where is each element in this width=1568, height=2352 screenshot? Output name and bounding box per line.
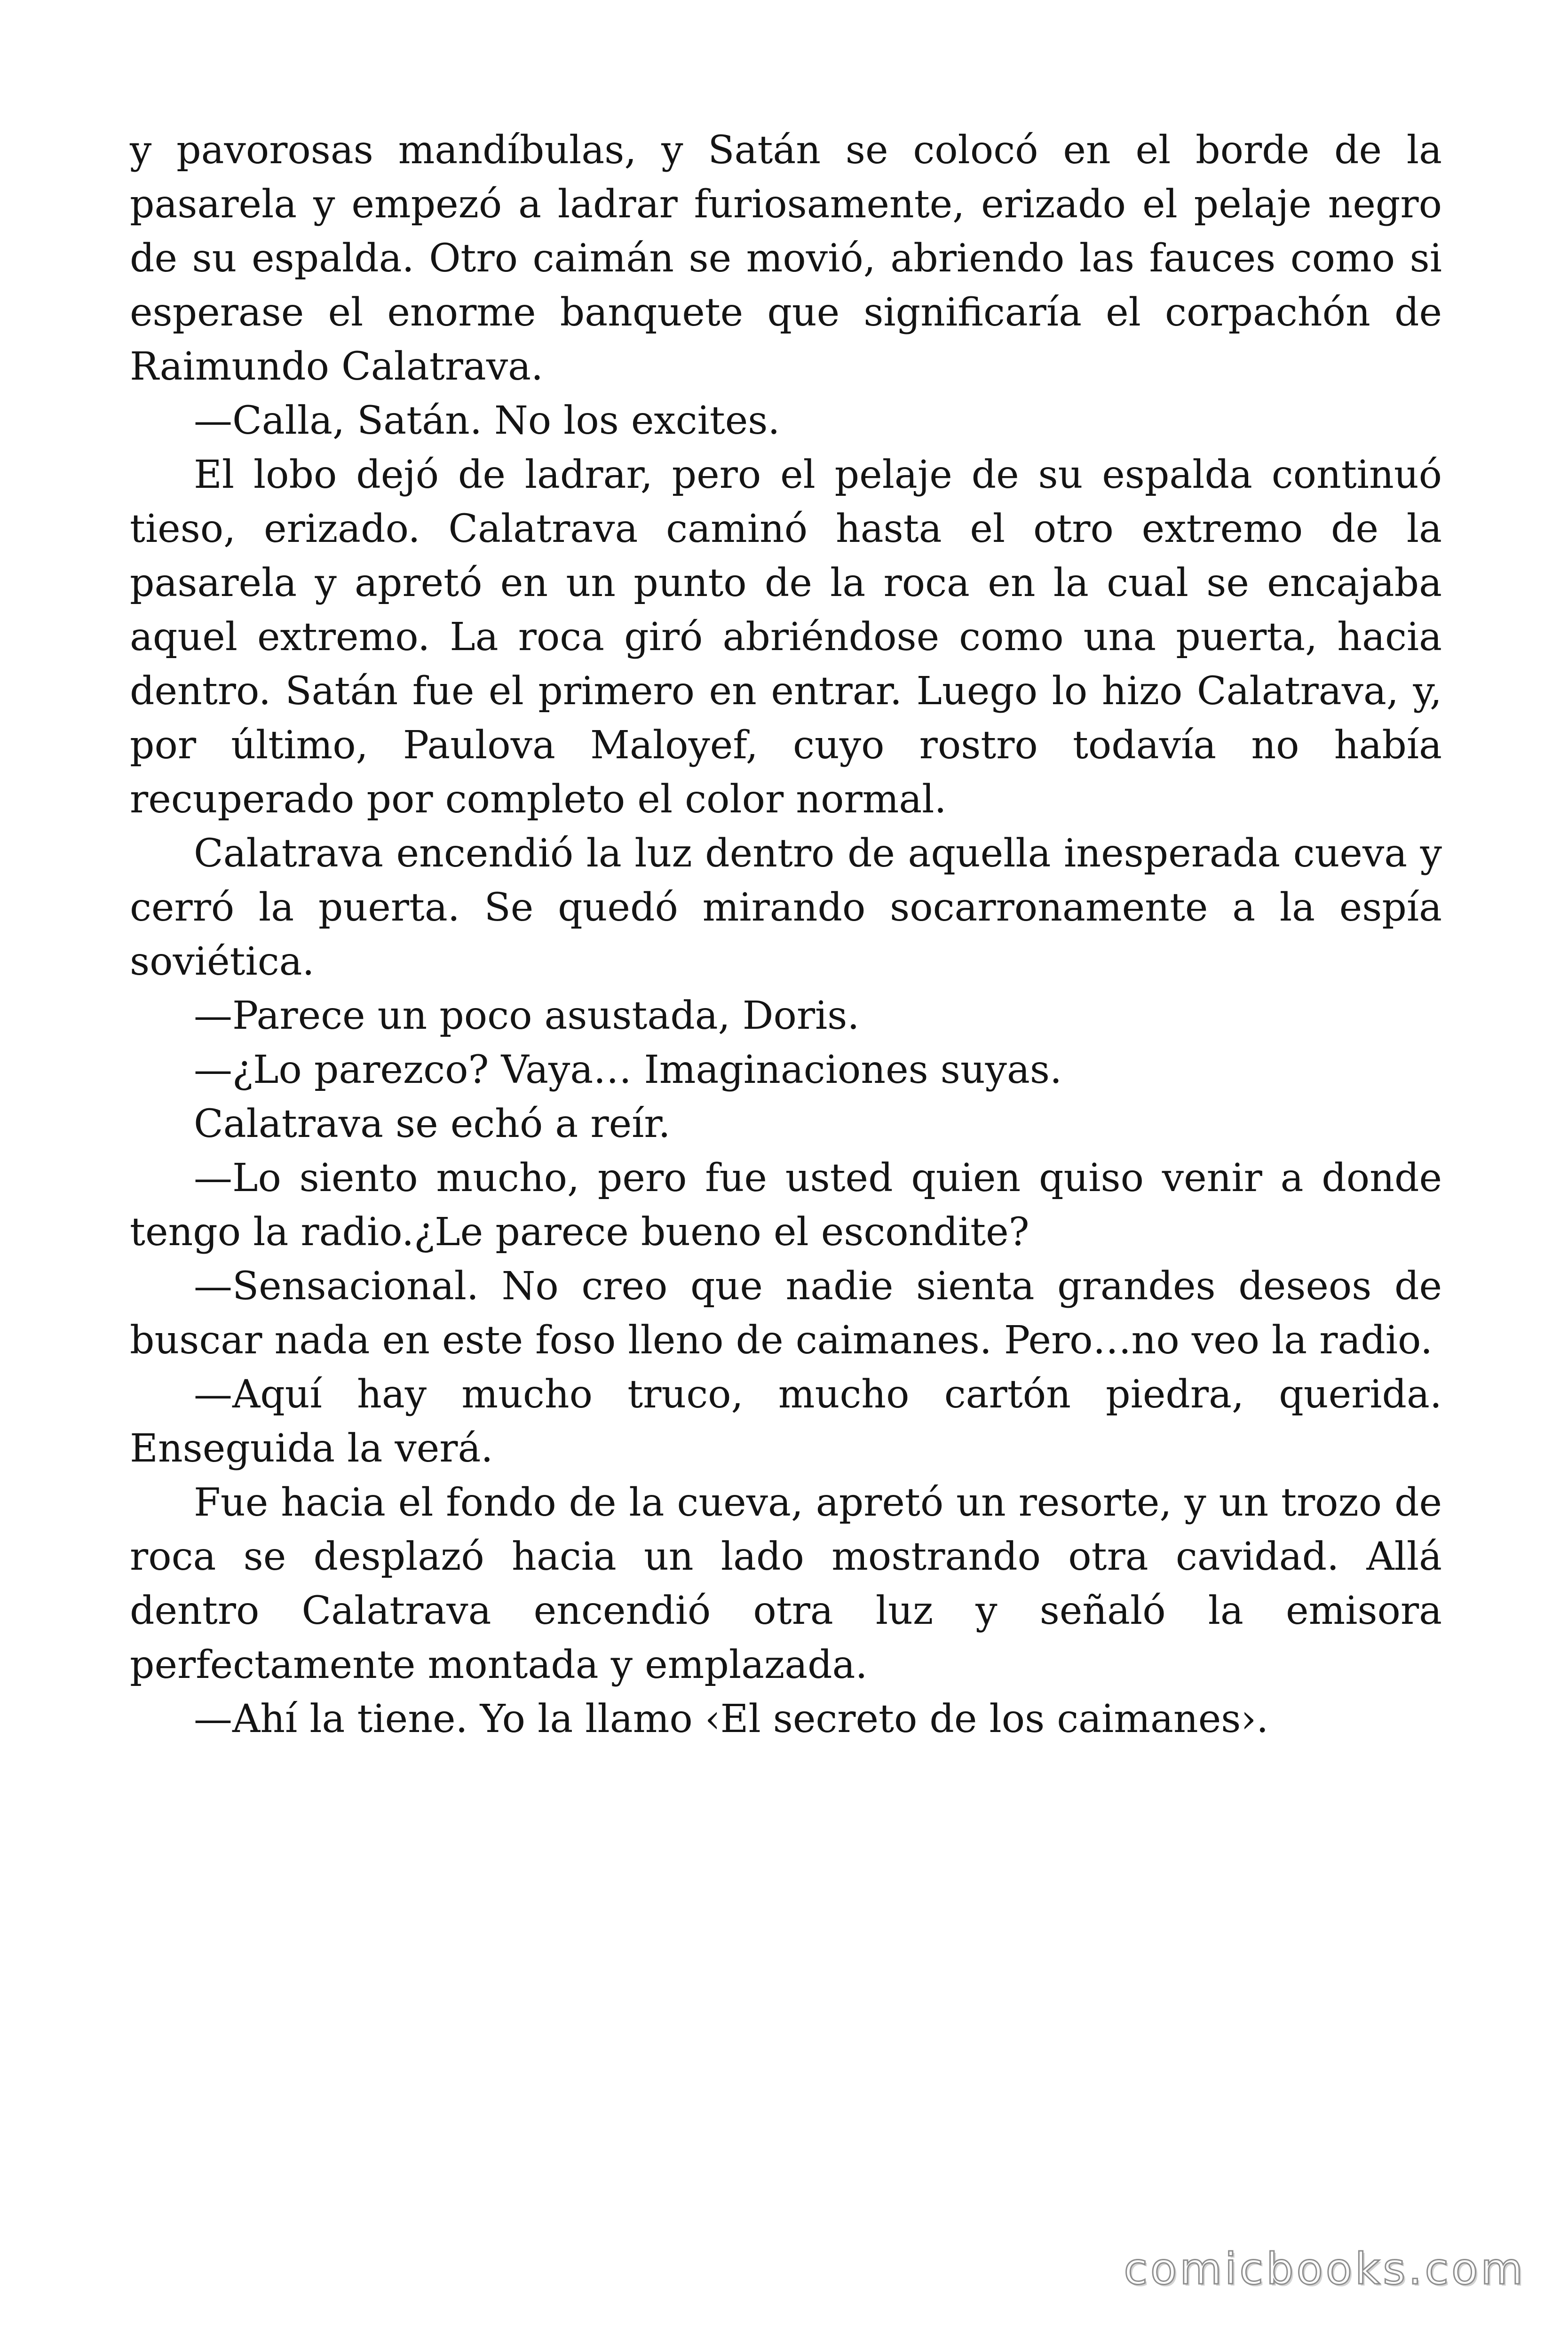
paragraph-dialogue: —Sensacional. No creo que nadie sienta grandes deseos de buscar nada en este foso lleno de caimanes. Pero…no veo la radio.: [130, 1264, 1442, 1363]
paragraph: El lobo dejó de ladrar, pero el pelaje de su espalda continuó tieso, erizado. Calatrava caminó hasta el otro extremo de la pasarela y apretó en un punto de la roca en la cual se encajaba aquel extremo. La roca giró abriéndose como una puerta, hacia dentro. Satán fue el primero en entrar. Luego lo hizo Calatrava, y, por último, Paulova Maloyef, cuyo rostro todavía no había recuperado por completo el color normal.: [130, 453, 1442, 822]
watermark: comicbooks.com: [1124, 2244, 1526, 2294]
paragraph: Fue hacia el fondo de la cueva, apretó un resorte, y un trozo de roca se desplazó hacia un lado mostrando otra cavidad. Allá dentro Calatrava encendió otra luz y señaló la emisora perfectamente montada y emplazada.: [130, 1480, 1442, 1687]
paragraph-dialogue: —Calla, Satán. No los excites.: [194, 398, 780, 443]
paragraph: Calatrava encendió la luz dentro de aquella inesperada cueva y cerró la puerta. Se quedó mirando socarronamente a la espía soviética.: [130, 831, 1442, 984]
body-text: [130, 123, 1442, 1746]
paragraph-dialogue: —Lo siento mucho, pero fue usted quien quiso venir a donde tengo la radio.¿Le parece bueno el escondite?: [130, 1156, 1442, 1255]
paragraph-dialogue: —Parece un poco asustada, Doris.: [194, 993, 860, 1038]
paragraph-dialogue: —Aquí hay mucho truco, mucho cartón piedra, querida. Enseguida la verá.: [130, 1372, 1442, 1471]
paragraph-dialogue: —¿Lo parezco? Vaya… Imaginaciones suyas.: [194, 1048, 1062, 1092]
paragraph-dialogue: —Ahí la tiene. Yo la llamo ‹El secreto de los caimanes›.: [194, 1697, 1269, 1741]
paragraph-continuation: y pavorosas mandíbulas, y Satán se colocó en el borde de la pasarela y empezó a ladrar furiosamente, erizado el pelaje negro de su espalda. Otro caimán se movió, abriendo las fauces como si esperase el enorme banquete que significaría el corpachón de Raimundo Calatrava.: [130, 128, 1442, 389]
paragraph: Calatrava se echó a reír.: [194, 1102, 671, 1146]
